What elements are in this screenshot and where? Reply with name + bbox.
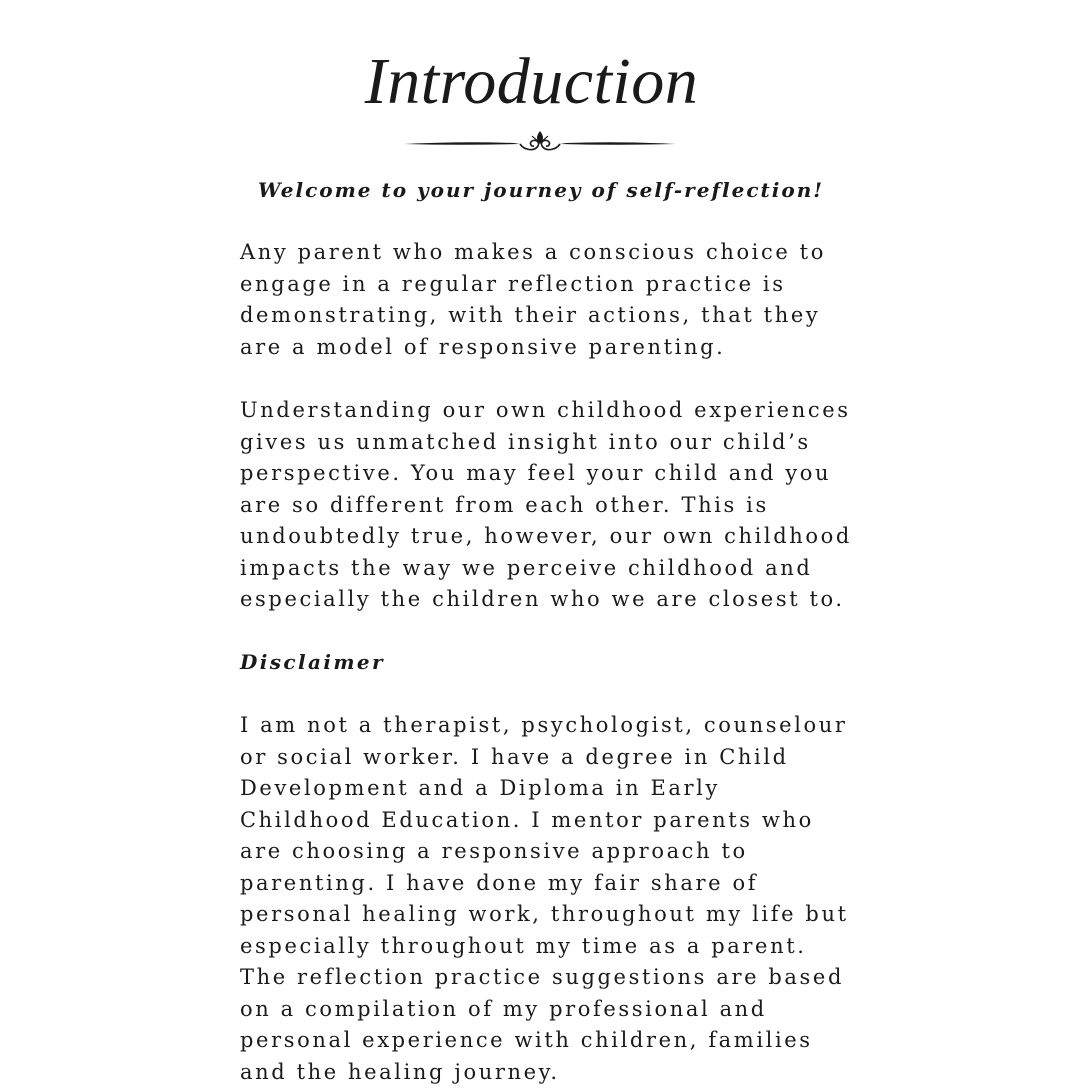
paragraph-line: perspective. You may feel your child and you	[240, 458, 860, 490]
paragraph-line: personal healing work, throughout my life but	[240, 899, 860, 931]
paragraph-line: engage in a regular reflection practice is	[240, 269, 860, 301]
disclaimer-paragraph	[240, 710, 860, 1088]
paragraph-line: on a compilation of my professional and	[240, 994, 860, 1026]
paragraph-line: Any parent who makes a conscious choice to	[240, 237, 860, 269]
paragraph-line: or social worker. I have a degree in Child	[240, 742, 860, 774]
paragraph-line: Development and a Diploma in Early	[240, 773, 860, 805]
paragraph-line: demonstrating, with their actions, that they	[240, 300, 860, 332]
paragraph-line: are a model of responsive parenting.	[240, 332, 860, 364]
paragraph-line: impacts the way we perceive childhood and	[240, 553, 860, 585]
paragraph-line: The reflection practice suggestions are based	[240, 962, 860, 994]
paragraph-line: and the healing journey.	[240, 1057, 860, 1088]
flourish-divider-icon	[402, 128, 678, 160]
paragraph-line: are so different from each other. This is	[240, 490, 860, 522]
disclaimer-heading: Disclaimer	[240, 648, 385, 676]
paragraph-line: personal experience with children, families	[240, 1025, 860, 1057]
intro-paragraph	[240, 237, 860, 363]
paragraph-line: I am not a therapist, psychologist, counselour	[240, 710, 860, 742]
paragraph-line: Childhood Education. I mentor parents who	[240, 805, 860, 837]
paragraph-line: especially throughout my time as a parent.	[240, 931, 860, 963]
page-title: Introduction	[0, 44, 1063, 120]
paragraph-line: Understanding our own childhood experiences	[240, 395, 860, 427]
childhood-paragraph	[240, 395, 860, 616]
welcome-subtitle: Welcome to your journey of self-reflection!	[0, 176, 1080, 204]
paragraph-line: parenting. I have done my fair share of	[240, 868, 860, 900]
paragraph-line: gives us unmatched insight into our child’s	[240, 427, 860, 459]
paragraph-line: especially the children who we are closest to.	[240, 584, 860, 616]
paragraph-line: are choosing a responsive approach to	[240, 836, 860, 868]
paragraph-line: undoubtedly true, however, our own childhood	[240, 521, 860, 553]
